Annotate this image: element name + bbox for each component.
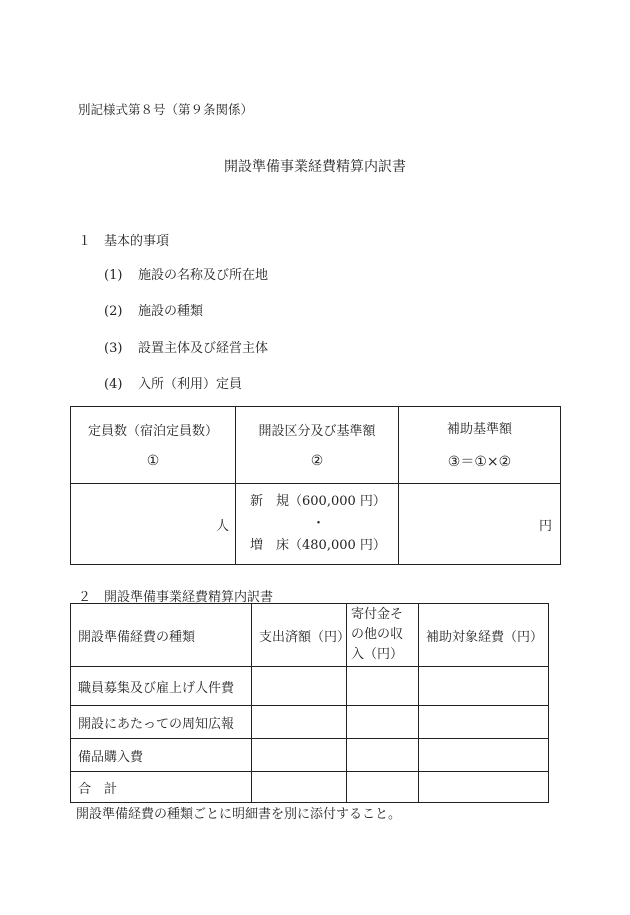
header-other-income xyxy=(347,604,419,667)
item-label: 施設の種類 xyxy=(138,304,204,319)
section2-heading-text: 開設準備事業経費精算内訳書 xyxy=(104,590,274,605)
subsidy-amount-cell[interactable] xyxy=(399,484,561,565)
option-expansion: 増 床（480,000 円） xyxy=(250,538,386,553)
header-label: 定員数（宿泊定員数） xyxy=(87,423,218,439)
header-expense-type: 開設準備経費の種類 xyxy=(71,604,252,667)
document-title: 開設準備事業経費精算内訳書 xyxy=(224,159,406,175)
other-income-cell[interactable] xyxy=(347,772,419,803)
eligible-expense-cell[interactable] xyxy=(419,667,549,706)
section1-heading-text: 基本的事項 xyxy=(104,234,170,249)
eligible-expense-cell[interactable] xyxy=(419,772,549,803)
item-label: 入所（利用）定員 xyxy=(138,377,243,392)
paid-amount-cell[interactable] xyxy=(252,667,347,706)
item-number: (1) xyxy=(104,268,123,283)
other-income-cell[interactable] xyxy=(347,739,419,772)
section1-item-capacity xyxy=(104,373,242,392)
section1-item-facility-type xyxy=(104,300,203,319)
unit-label: 人 xyxy=(215,518,229,534)
header-line: 入（円） xyxy=(351,647,404,662)
eligible-expense-cell[interactable] xyxy=(419,706,549,739)
header-mark: ③＝①×② xyxy=(447,453,512,470)
eligible-expense-cell[interactable] xyxy=(419,739,549,772)
header-capacity xyxy=(71,407,236,484)
item-label: 設置主体及び経営主体 xyxy=(138,341,269,356)
form-number: 別記様式第８号（第９条関係） xyxy=(78,102,254,117)
row-label: 職員募集及び雇上げ人件費 xyxy=(71,667,252,706)
paid-amount-cell[interactable] xyxy=(252,706,347,739)
header-line: の他の収 xyxy=(351,627,404,642)
header-label: 補助基準額 xyxy=(446,421,512,437)
header-mark: ② xyxy=(310,452,324,469)
capacity-value-cell[interactable] xyxy=(71,484,236,565)
header-label: 開設区分及び基準額 xyxy=(258,423,376,439)
footnote: 開設準備経費の種類ごとに明細書を別に添付すること。 xyxy=(76,807,402,822)
capacity-table xyxy=(70,406,561,565)
option-new: 新 規（600,000 円） xyxy=(250,494,386,509)
header-paid-amount: 支出済額（円） xyxy=(252,604,347,667)
other-income-cell[interactable] xyxy=(347,667,419,706)
header-category xyxy=(236,407,399,484)
header-subsidy-base xyxy=(399,407,561,484)
row-label: 合 計 xyxy=(71,772,252,803)
expense-table xyxy=(70,603,549,803)
header-mark: ① xyxy=(146,452,160,469)
section1-heading xyxy=(78,230,169,249)
row-label: 備品購入費 xyxy=(71,739,252,772)
unit-label: 円 xyxy=(538,518,552,534)
section1-item-facility-name xyxy=(104,264,268,283)
section2-number: ２ xyxy=(78,590,92,605)
item-number: (3) xyxy=(104,341,123,356)
paid-amount-cell[interactable] xyxy=(252,772,347,803)
paid-amount-cell[interactable] xyxy=(252,739,347,772)
total-row xyxy=(71,772,549,803)
item-label: 施設の名称及び所在地 xyxy=(138,268,269,283)
header-line: 寄付金そ xyxy=(351,607,404,622)
table-row xyxy=(71,739,549,772)
separator-dot: ・ xyxy=(312,516,326,531)
section1-number: １ xyxy=(78,234,92,249)
other-income-cell[interactable] xyxy=(347,706,419,739)
table-row xyxy=(71,667,549,706)
table-row xyxy=(71,706,549,739)
item-number: (2) xyxy=(104,304,123,319)
item-number: (4) xyxy=(104,377,123,392)
section1-item-operator xyxy=(104,337,268,356)
category-options-cell[interactable] xyxy=(236,484,399,565)
header-eligible-expense: 補助対象経費（円） xyxy=(419,604,549,667)
row-label: 開設にあたっての周知広報 xyxy=(71,706,252,739)
